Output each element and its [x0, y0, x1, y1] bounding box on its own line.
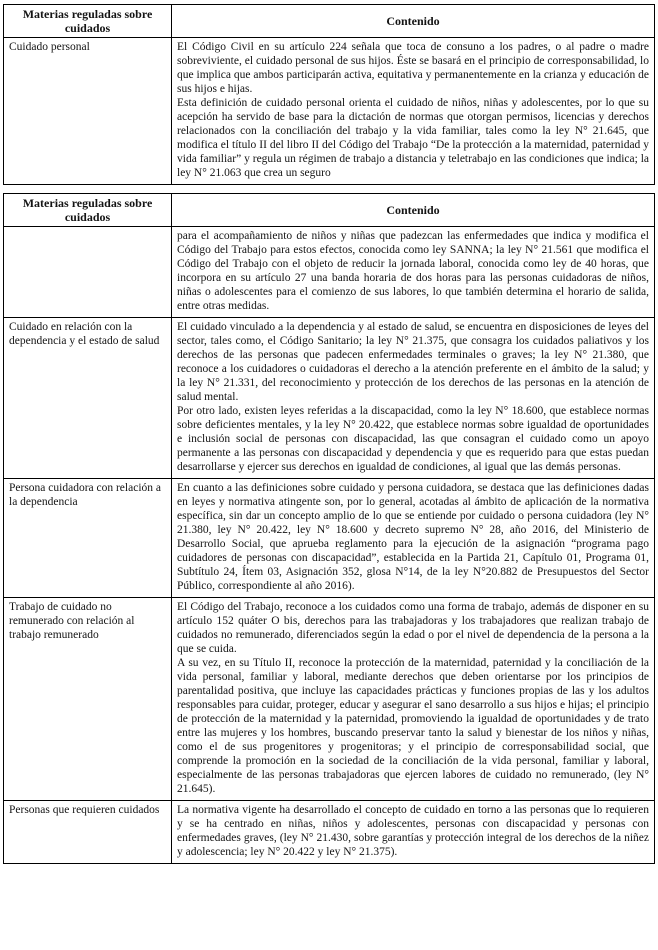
- contenido-cell: [172, 38, 655, 185]
- contenido-cell: [172, 801, 655, 864]
- table-row-persona-cuidadora: [4, 479, 655, 598]
- materia-cell: Cuidado personal: [4, 38, 172, 185]
- materia-cell: Trabajo de cuidado no remunerado con relación al trabajo remunerado: [4, 598, 172, 801]
- column-header-materias: Materias reguladas sobre cuidados: [4, 5, 172, 38]
- contenido-cell: [172, 318, 655, 479]
- header-row: [4, 194, 655, 227]
- paragraph: para el acompañamiento de niños y niñas que padezcan las enfermedades que indica y modifica el Código del Trabajo para estos efectos, conocida como ley SANNA; la ley N° 21.561 que modifica el Código del Trabajo con el objeto de reducir la jornada laboral, conocida como ley de 40 horas, que incorpora en su artículo 27 una banda horaria de dos horas para las personas cuidadoras de niños, niñas o adolescentes para el comienzo de sus labores, lo que también determina el horario de salida, entre otras medidas.: [177, 230, 649, 312]
- materia-cell: Cuidado en relación con la dependencia y el estado de salud: [4, 318, 172, 479]
- paragraph: El Código del Trabajo, reconoce a los cuidados como una forma de trabajo, además de disponer en su artículo 152 quáter O bis, derechos para las trabajadoras y los trabajadores que realizan trabajo de cuidados no remunerado, diferenciados según la edad o por el nivel de dependencia de la persona a la que se cuida.: [177, 601, 649, 655]
- care-matters-table-1: [3, 4, 655, 185]
- paragraph: A su vez, en su Título II, reconoce la protección de la maternidad, paternidad y la conciliación de la vida personal, familiar y laboral, mediante derechos que deben orientarse por los principios de parentalidad positiva, que incluye las capacidades prácticas y funciones propias de las y los adultos responsables para cuidar, proteger, educar y asegurar el sano desarrollo a sus hijos e hijas; el principio de protección de la maternidad y la paternidad, promoviendo la igualdad de oportunidades y de trato entre las mujeres y los hombres, buscando preservar tanto la salud y bienestar de los niños y niñas, como el de sus progenitores y progenitoras; y el principio de corresponsabilidad social, que comprende la promoción en la sociedad de la conciliación de la vida personal, familiar y laboral, especialmente de las personas trabajadoras que ejercen labores de cuidado no remunerado, (ley N° 21.645).: [177, 657, 649, 795]
- care-matters-table-2: [3, 193, 655, 864]
- contenido-cell: [172, 598, 655, 801]
- paragraph: La normativa vigente ha desarrollado el concepto de cuidado en torno a las personas que lo requieren y se ha centrado en niñas, niños y adolescentes, personas con discapacidad y personas con enfermedades graves, (ley N° 21.430, sobre garantías y protección integral de los derechos de la niñez y adolescencia; ley N° 20.422 y ley N° 21.375).: [177, 804, 649, 858]
- table-row-continuation: [4, 227, 655, 318]
- table-row-cuidado-dependencia-salud: [4, 318, 655, 479]
- column-header-contenido: Contenido: [172, 5, 655, 38]
- paragraph: Esta definición de cuidado personal orienta el cuidado de niños, niñas y adolescentes, por lo que su acepción ha servido de base para la dictación de normas que otorgan permisos, licencias y derechos relacionados con la conciliación del trabajo y la vida familiar, tales como la ley N° 21.645, que modifica el título II del libro II del Código del Trabajo “De la protección a la maternidad, paternidad y vida familiar” y regula un régimen de trabajo a distancia y teletrabajo en las condiciones que indica; la ley N° 21.063 que crea un seguro: [177, 97, 649, 179]
- paragraph: El cuidado vinculado a la dependencia y al estado de salud, se encuentra en disposiciones de leyes del sector, tales como, el Código Sanitario; la ley N° 21.375, que consagra los cuidados paliativos y los derechos de las personas que padecen enfermedades terminales o graves; la ley N° 21.380, que reconoce a los cuidadores o cuidadoras el derecho a la atención preferente en el ámbito de la salud; y la ley N° 21.331, del reconocimiento y protección de los derechos de las personas en la atención de salud mental.: [177, 321, 649, 403]
- table-row-trabajo-cuidado-no-remunerado: [4, 598, 655, 801]
- materia-cell-empty: [4, 227, 172, 318]
- table-row-personas-requieren-cuidados: [4, 801, 655, 864]
- header-row: [4, 5, 655, 38]
- paragraph: En cuanto a las definiciones sobre cuidado y persona cuidadora, se destaca que las definiciones dadas en leyes y normativa atingente son, por lo general, acotadas al ámbito de aplicación de la normativa específica, sin dar un concepto amplio de lo que se entiende por cuidado o persona cuidadora (ley N° 21.380, ley N° 20.422, ley N° 18.600 y decreto supremo N° 28, año 2016, del Ministerio de Desarrollo Social, que aprueba reglamento para la ejecución de la asignación “programa pago cuidadores de personas con discapacidad”, establecida en la Partida 21, Capítulo 01, Programa 01, Subtítulo 24, Ítem 03, Asignación 352, glosa N°14, de la ley N°20.882 de Presupuestos del Sector Público, correspondiente al año 2016).: [177, 482, 649, 592]
- materia-cell: Persona cuidadora con relación a la dependencia: [4, 479, 172, 598]
- contenido-cell: [172, 227, 655, 318]
- column-header-contenido: Contenido: [172, 194, 655, 227]
- table-row-cuidado-personal: [4, 38, 655, 185]
- paragraph: Por otro lado, existen leyes referidas a la discapacidad, como la ley N° 18.600, que establece normas sobre deficientes mentales, y la ley N° 20.422, que establece normas sobre igualdad de oportunidades e inclusión social de personas con discapacidad, las que consagran el cuidado como un apoyo permanente a las personas con discapacidad y dependencia y que es requerido para que estas puedan desarrollarse y ejercer sus derechos en igualdad de condiciones, al igual que las demás personas.: [177, 405, 649, 473]
- contenido-cell: [172, 479, 655, 598]
- materia-cell: Personas que requieren cuidados: [4, 801, 172, 864]
- column-header-materias: Materias reguladas sobre cuidados: [4, 194, 172, 227]
- paragraph: El Código Civil en su artículo 224 señala que toca de consuno a los padres, o al padre o madre sobreviviente, el cuidado personal de sus hijos. Éste se basará en el principio de corresponsabilidad, lo que implica que ambos participarán activa, equitativa y permanentemente en la crianza y educación de sus hijos e hijas.: [177, 41, 649, 95]
